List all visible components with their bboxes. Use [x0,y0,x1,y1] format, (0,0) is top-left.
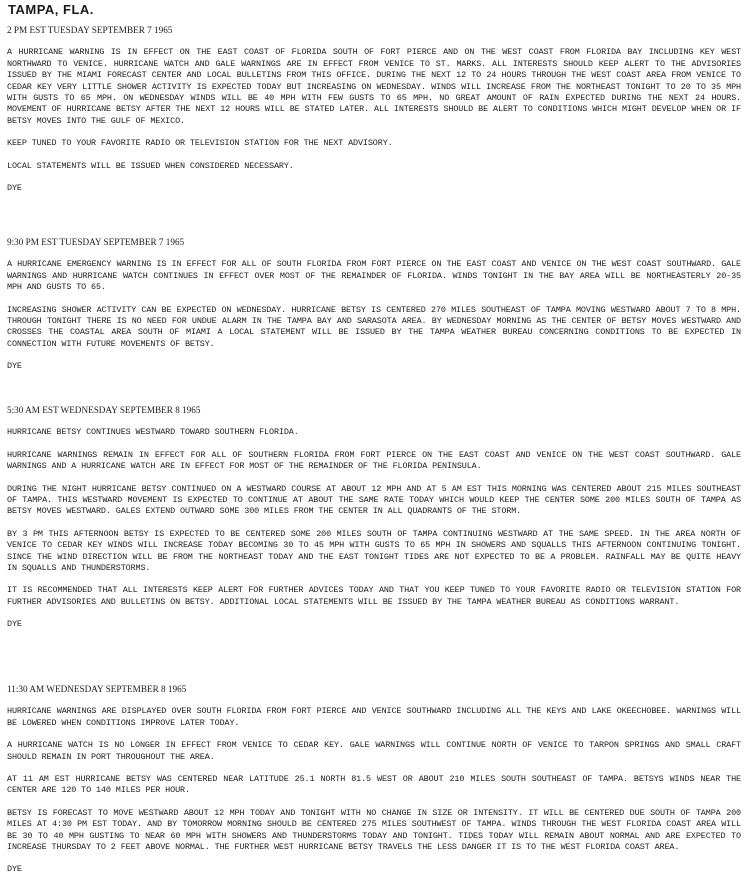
bulletin-530am-sep8 [7,405,741,631]
bulletin-paragraph: HURRICANE WARNINGS REMAIN IN EFFECT FOR ALL OF SOUTHERN FLORIDA FROM FORT PIERCE ON THE EAST COAST AND VENICE ON THE WEST COAST SOUTHWARD. GALE WARNINGS AND A HURRICANE WATCH ARE IN EFFECT FOR MOST OF THE REMAINDER OF THE FLORIDA PENINSULA. [7,449,741,472]
bulletin-2pm-sep7 [7,25,741,194]
bulletin-signature: DYE [7,619,22,630]
bulletin-930pm-sep7 [7,237,741,373]
bulletin-timestamp: 11:30 AM WEDNESDAY SEPTEMBER 8 1965 [7,684,187,694]
bulletin-paragraph: IT IS RECOMMENDED THAT ALL INTERESTS KEEP ALERT FOR FURTHER ADVICES TODAY AND THAT YOU KEEP TUNED TO YOUR FAVORITE RADIO OR TELEVISION STATION FOR FURTHER ADVISORIES AND BULLETINS ON BETSY. ADDITIONAL LOCAL STATEMENTS WILL BE ISSUED BY THE TAMPA WEATHER BUREAU AS CONDITIONS WARRANT. [7,585,741,607]
bulletin-paragraph: DURING THE NIGHT HURRICANE BETSY CONTINUED ON A WESTWARD COURSE AT ABOUT 12 MPH AND AT 5 AM EST THIS MORNING WAS CENTERED ABOUT 215 MILES SOUTHEAST OF TAMPA. THIS WESTWARD MOVEMENT IS EXPECTED TO CONTINUE AT ABOUT THE SAME RATE TODAY WHICH WOULD KEEP THE CENTER SOME 200 MILES SOUTH OF TAMPA AS BETSY MOVES WESTWARD. GALES EXTEND OUTWARD SOME 300 MILES FROM THE CENTER IN ALL QUADRANTS OF THE STORM. [7,483,741,517]
bulletin-paragraph: A HURRICANE WATCH IS NO LONGER IN EFFECT FROM VENICE TO CEDAR KEY. GALE WARNINGS WILL CONTINUE NORTH OF VENICE TO TARPON SPRINGS AND SMALL CRAFT SHOULD REMAIN IN PORT THROUGHOUT THE AREA. [7,740,741,762]
bulletin-timestamp: 5:30 AM EST WEDNESDAY SEPTEMBER 8 1965 [7,405,201,415]
bulletin-paragraph: KEEP TUNED TO YOUR FAVORITE RADIO OR TELEVISION STATION FOR THE NEXT ADVISORY. [7,138,393,149]
bulletin-paragraph: LOCAL STATEMENTS WILL BE ISSUED WHEN CONSIDERED NECESSARY. [7,160,294,171]
bulletin-paragraph: AT 11 AM EST HURRICANE BETSY WAS CENTERED NEAR LATITUDE 25.1 NORTH 81.5 WEST OR ABOUT 210 MILES SOUTH SOUTHEAST OF TAMPA. BETSYS WINDS NEAR THE CENTER ARE 120 TO 140 MILES PER HOUR. [7,774,741,796]
station-heading: TAMPA, FLA. [8,2,94,17]
bulletin-paragraph: INCREASING SHOWER ACTIVITY CAN BE EXPECTED ON WEDNESDAY. HURRICANE BETSY IS CENTERED 270 MILES SOUTHEAST OF TAMPA MOVING WESTWARD ABOUT 7 TO 8 MPH. THROUGH TONIGHT THERE IS NO NEED FOR UNDUE ALARM IN THE TAMPA BAY AND SARASOTA AREA. BY WEDNESDAY MORNING AS THE CENTER OF BETSY MOVES WESTWARD AND CROSSES THE COASTAL AREA SOUTH OF MIAMI A LOCAL STATEMENT WILL BE ISSUED BY THE TAMPA WEATHER BUREAU CONCERNING CONDITIONS TO BE EXPECTED IN CONNECTION WITH FUTURE MOVEMENTS OF BETSY. [7,304,741,349]
bulletin-signature: DYE [7,864,22,875]
bulletin-paragraph: BETSY IS FORECAST TO MOVE WESTWARD ABOUT 12 MPH TODAY AND TONIGHT WITH NO CHANGE IN SIZE OR INTENSITY. IT WILL BE CENTERED DUE SOUTH OF TAMPA 200 MILES AT 4:30 PM EST TODAY. AND BY TOMORROW MORNING SHOULD BE CENTERED 275 MILES SOUTHWEST OF TAMPA. WINDS THROUGH THE WEST FLORIDA COAST AREA WILL BE 30 TO 40 MPH GUSTING TO NEAR 60 MPH WITH SHOWERS AND THUNDERSTORMS TODAY AND TONIGHT. TIDES TODAY WILL REMAIN ABOUT NORMAL AND ARE EXPECTED TO INCREASE THURSDAY TO 2 FEET ABOVE NORMAL. THE FURTHER WEST HURRICANE BETSY TRAVELS THE LESS DANGER IT IS TO THE WEST FLORIDA COAST AREA. [7,807,741,853]
bulletin-1130am-sep8 [7,684,741,876]
bulletin-paragraph: A HURRICANE EMERGENCY WARNING IS IN EFFECT FOR ALL OF SOUTH FLORIDA FROM FORT PIERCE ON THE EAST COAST AND VENICE ON THE WEST COAST SOUTHWARD. GALE WARNINGS AND HURRICANE WATCH CONTINUES IN EFFECT OVER MOST OF THE REMAINDER OF FLORIDA. WINDS TONIGHT IN THE BAY AREA WILL BE NORTHEASTERLY 20-35 MPH AND GUSTS TO 65. [7,259,741,293]
bulletin-paragraph: HURRICANE WARNINGS ARE DISPLAYED OVER SOUTH FLORIDA FROM FORT PIERCE AND VENICE SOUTHWARD INCLUDING ALL THE KEYS AND LAKE OKEECHOBEE. WARNINGS WILL BE LOWERED WHEN CONDITIONS IMPROVE LATER TODAY. [7,706,741,728]
bulletin-signature: DYE [7,183,22,194]
bulletin-timestamp: 2 PM EST TUESDAY SEPTEMBER 7 1965 [7,25,173,35]
bulletin-timestamp: 9:30 PM EST TUESDAY SEPTEMBER 7 1965 [7,237,185,247]
bulletin-paragraph: A HURRICANE WARNING IS IN EFFECT ON THE EAST COAST OF FLORIDA SOUTH OF FORT PIERCE AND ON THE WEST COAST FROM FLORIDA BAY INCLUDING KEY WEST NORTHWARD TO VENICE. HURRICANE WATCH AND GALE WARNINGS ARE IN EFFECT FROM VENICE TO ST. MARKS. ALL INTERESTS SHOULD KEEP ALERT TO THE ADVISORIES ISSUED BY THE MIAMI FORECAST CENTER AND LOCAL BULLETINS FROM THIS OFFICE. DURING THE NEXT 12 TO 24 HOURS THROUGH THE WEST COAST AREA FROM VENICE TO CEDAR KEY VERY LITTLE SHOWER ACTIVITY IS EXPECTED TODAY BUT INCREASING ON WEDNESDAY. WINDS WILL INCREASE FROM THE NORTHEAST TONIGHT TO 20 TO 35 MPH WITH GUSTS TO 65 MPH. ON WEDNESDAY WINDS WILL BE 40 MPH WITH FEW GUSTS TO 65 MPH. NO GREAT AMOUNT OF RAIN EXPECTED DURING THE NEXT 24 HOURS. MOVEMENT OF HURRICANE BETSY AFTER THE NEXT 12 HOURS WILL BE STATED LATER. ALL INTERESTS SHOULD BE ALERT TO CONDITIONS WHICH MIGHT DEVELOP WHEN OR IF BETSY MOVES INTO THE GULF OF MEXICO. [7,47,741,126]
bulletin-signature: DYE [7,361,22,372]
bulletin-paragraph: HURRICANE BETSY CONTINUES WESTWARD TOWARD SOUTHERN FLORIDA. [7,427,299,438]
bulletin-paragraph: BY 3 PM THIS AFTERNOON BETSY IS EXPECTED TO BE CENTERED SOME 200 MILES SOUTH OF TAMPA CONTINUING WESTWARD AT THE SAME SPEED. IN THE AREA NORTH OF VENICE TO CEDAR KEY WINDS WILL INCREASE TODAY BECOMING 30 TO 45 MPH WITH GUSTS TO 65 MPH IN SHOWERS AND SQUALLS THIS AFTERNOON CONTINUING TONIGHT. SINCE THE WIND DIRECTION WILL BE FROM THE NORTHEAST TODAY AND THE EAST TONIGHT TIDES ARE NOT EXPECTED TO BE A PROBLEM. RAINFALL MAY BE QUITE HEAVY IN SQUALLS AND THUNDERSTORMS. [7,528,741,574]
